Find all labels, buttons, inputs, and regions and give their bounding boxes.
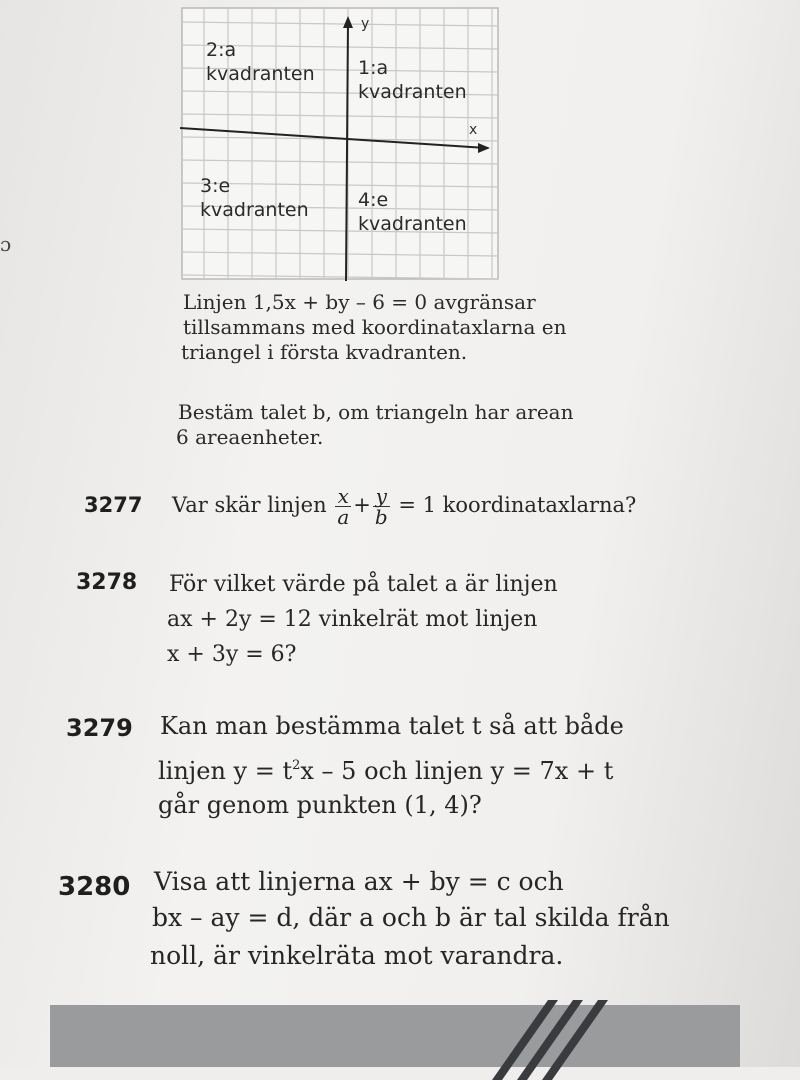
problem-line-2-start: linjen y = t — [158, 757, 293, 785]
plus-sign: + — [353, 493, 371, 517]
problem-line-2: bx – ay = d, där a och b är tal skilda från — [152, 903, 670, 932]
quadrant-2-label: 2:a kvadranten — [206, 39, 315, 85]
fraction-y-over-b: $\frac{y}{b}$ — [374, 484, 388, 529]
quadrant-1-label: 1:a kvadranten — [358, 57, 467, 103]
problem-line-2: ax + 2y = 12 vinkelrät mot linjen — [167, 607, 538, 632]
quadrant-figure — [180, 6, 500, 281]
problem-text — [172, 486, 636, 527]
problem-line-1: Kan man bestämma talet t så att både — [160, 712, 624, 740]
quadrant-4-label: 4:e kvadranten — [358, 189, 467, 235]
problem-number: 3280 — [58, 872, 131, 902]
problem-line-1: Visa att linjerna ax + by = c och — [154, 867, 564, 896]
problem-text-after: = 1 koordinataxlarna? — [398, 493, 637, 517]
intro-line-5: 6 areaenheter. — [176, 425, 324, 449]
problem-line-2-end: x – 5 och linjen y = 7x + t — [300, 757, 614, 785]
problem-line-3: x + 3y = 6? — [167, 642, 297, 667]
problem-number: 3278 — [76, 570, 138, 595]
problem-line-3: går genom punkten (1, 4)? — [158, 791, 482, 819]
problem-line-2 — [158, 747, 613, 790]
bottom-image-band — [50, 1005, 740, 1067]
margin-mark: ɔ — [0, 232, 12, 256]
intro-line-1: Linjen 1,5x + by – 6 = 0 avgränsar — [183, 290, 536, 314]
problem-text-before: Var skär linjen — [172, 493, 327, 517]
y-axis-label: y — [361, 16, 370, 32]
problem-line-1: För vilket värde på talet a är linjen — [169, 572, 558, 597]
intro-line-2: tillsammans med koordinataxlarna en — [183, 315, 567, 339]
fraction-x-over-a: $\frac{x}{a}$ — [337, 484, 350, 529]
quadrant-3-label: 3:e kvadranten — [200, 175, 309, 221]
problem-number: 3277 — [84, 493, 143, 517]
x-axis-label: x — [469, 122, 478, 138]
exponent: 2 — [292, 758, 301, 773]
problem-line-3: noll, är vinkelräta mot varandra. — [150, 941, 564, 970]
problem-number: 3279 — [66, 714, 133, 742]
intro-line-3: triangel i första kvadranten. — [181, 340, 468, 364]
intro-line-4: Bestäm talet b, om triangeln har arean — [178, 400, 574, 424]
